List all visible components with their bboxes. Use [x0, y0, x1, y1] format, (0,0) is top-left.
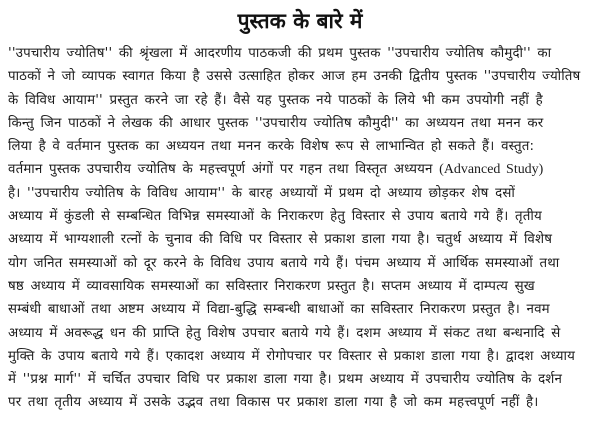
text-line-7: है। ''उपचारीय ज्योतिष के विविध आयाम'' के बारह अध्यायों में प्रथम दो अध्याय छोड़कर शेष दसों	[8, 185, 515, 201]
text-line-6	[8, 158, 594, 181]
text-line-16: पर तथा तृतीय अध्याय में उसके उद्भव तथा विकास पर प्रकाश डाला गया है जो कम महत्त्वपूर्ण नहीं है।	[8, 395, 539, 411]
text-line-1: ''उपचारीय ज्योतिष'' की श्रृंखला में आदरणीय पाठकजी की प्रथम पुस्तक ''उपचारीय ज्योतिष कौमुदी'' का	[8, 46, 552, 61]
text-line-14: मुक्ति के उपाय बताये गये हैं। एकादश अध्याय में रोगोपचार पर विस्तार से प्रकाश डाला गया है। द्वादश अध्याय	[8, 348, 575, 364]
text-line-3: के विविध आयाम'' प्रस्तुत करने जा रहे हैं। वैसे यह पुस्तक नये पाठकों के लिये भी कम उपयोगी नहीं है	[8, 92, 543, 108]
text-line-9: अध्याय में भाग्यशाली रत्नों के चुनाव की विधि पर विस्तार से प्रकाश डाला गया है। चतुर्थ अध्याय में विशेष	[8, 232, 553, 248]
text-line-6-hindi: वर्तमान पुस्तक उपचारीय ज्योतिष के महत्त्वपूर्ण अंगों पर गहन तथा विस्तृत अध्ययन	[8, 162, 433, 178]
advanced-study-term: (Advanced Study)	[439, 162, 544, 178]
text-line-10: योग जनित समस्याओं को दूर करने के विविध उपाय बताये गये हैं। पंचम अध्याय में आर्थिक समस्याओं तथा	[8, 255, 560, 271]
text-line-4: किन्तु जिन पाठकों ने लेखक की आधार पुस्तक ''उपचारीय ज्योतिष कौमुदी'' का अध्ययन तथा मनन कर	[8, 115, 544, 131]
text-line-13: अध्याय में अवरूद्ध धन की प्राप्ति हेतु विशेष उपचार बताये गये हैं। दशम अध्याय में संकट तथा बन्धनादि से	[8, 325, 561, 341]
text-line-8: अध्याय में कुंडली से सम्बन्धित विभिन्न समस्याओं के निराकरण हेतु विस्तार से उपाय बताये गये हैं। तृतीय	[8, 209, 542, 225]
text-line-15: में ''प्रश्न मार्ग'' में चर्चित उपचार विधि पर प्रकाश डाला गया है। प्रथम अध्याय में उपचारीय ज्योतिष के दर्शन	[8, 372, 563, 388]
text-line-12: सम्बंधी बाधाओं तथा अष्टम अध्याय में विद्या-बुद्धि सम्बन्धी बाधाओं का सविस्तार निराकरण प्रस्तुत है। नवम	[8, 302, 550, 318]
text-line-2: पाठकों ने जो व्यापक स्वागत किया है उससे उत्साहित होकर आज हम उनकी द्वितीय पुस्तक ''उपचारीय ज्योतिष	[8, 69, 581, 85]
body-paragraph	[8, 42, 596, 415]
text-line-5: लिया है वे वर्तमान पुस्तक का अध्ययन तथा मनन करके विशेष रूप से लाभान्वित हो सकते हैं। वस्तुत:	[8, 139, 535, 155]
page-title: पुस्तक के बारे में	[237, 9, 363, 33]
text-line-11: षष्ठ अध्याय में व्यावसायिक समस्याओं का सविस्तार निराकरण प्रस्तुत है। सप्तम अध्याय में दाम्पत्य सुख	[8, 278, 535, 294]
